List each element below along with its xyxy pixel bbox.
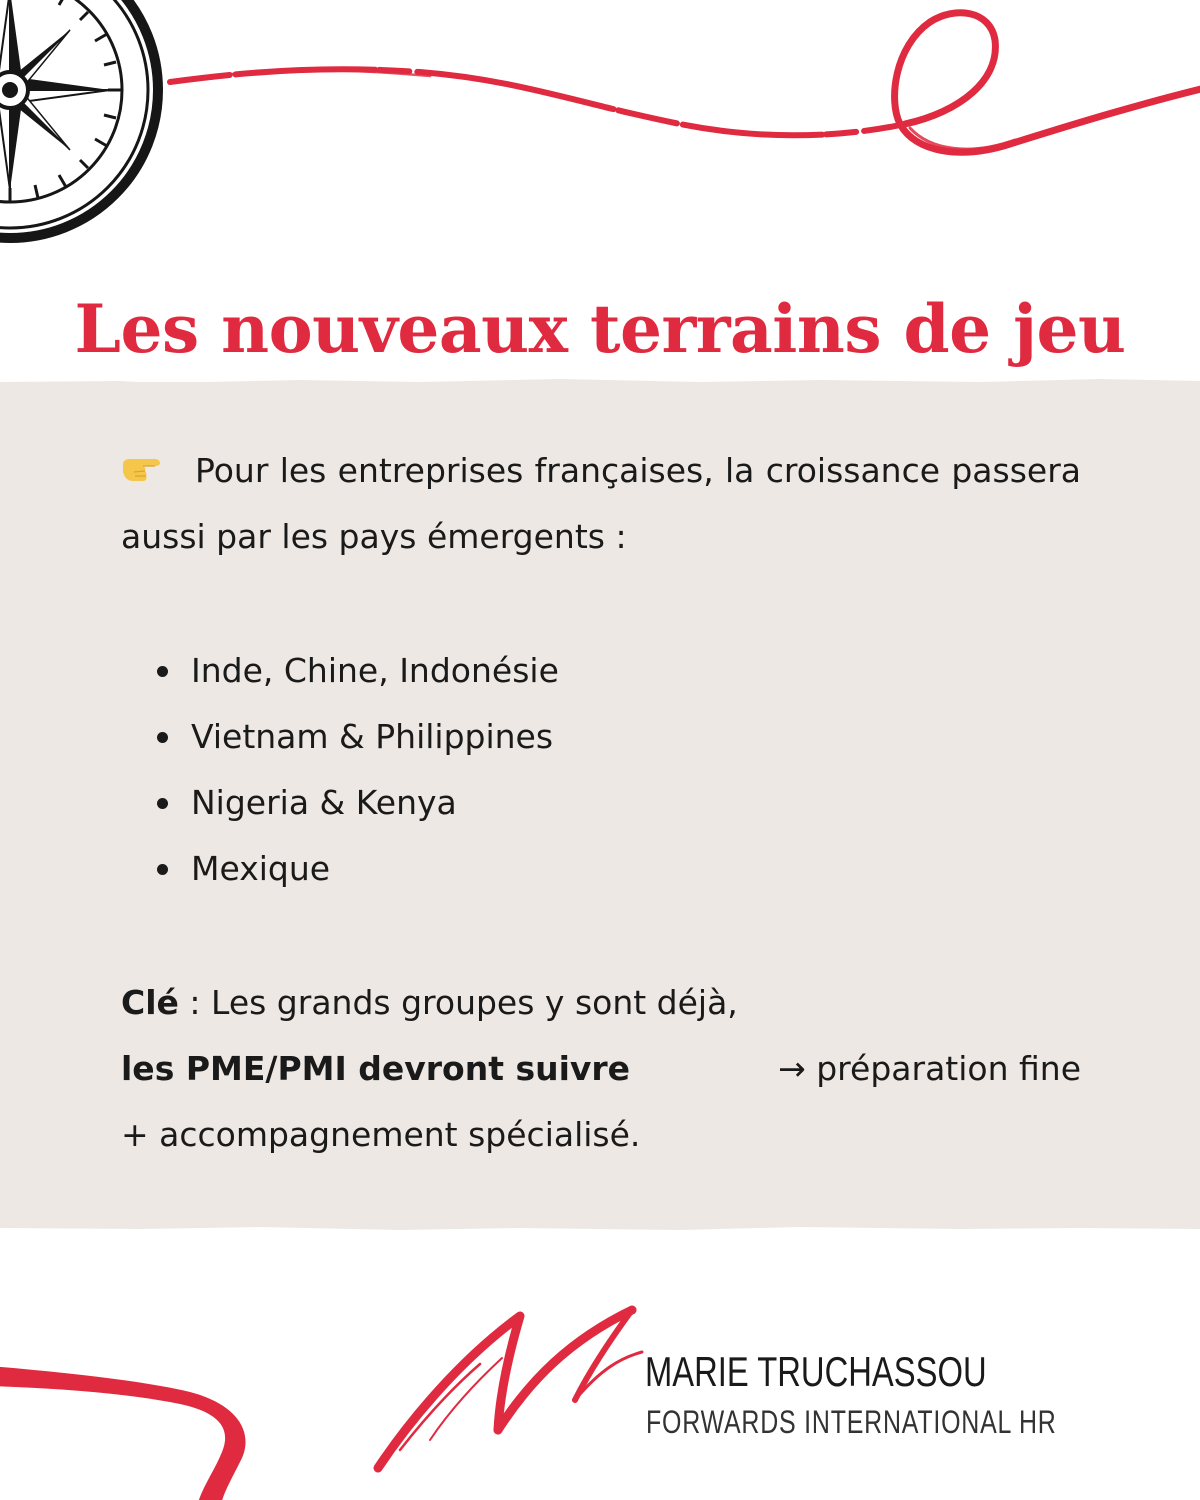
brand-logo xyxy=(370,1300,1070,1480)
list-item-text: Mexique xyxy=(191,849,331,888)
panel-rough-edge-bottom xyxy=(0,1223,1200,1233)
logo-m-icon xyxy=(370,1300,650,1480)
key-line-3: + accompagnement spécialisé. xyxy=(121,1115,641,1154)
key-line-2-text: → préparation fine xyxy=(778,1049,1081,1088)
pointing-hand-icon xyxy=(121,454,165,484)
key-paragraph xyxy=(121,970,1081,1168)
bullet-icon xyxy=(157,666,168,677)
key-line-2-bold: les PME/PMI devront suivre xyxy=(121,1049,631,1088)
bullet-icon xyxy=(157,798,168,809)
panel-rough-edge-top xyxy=(0,376,1200,386)
list-item xyxy=(121,770,1081,836)
intro-paragraph xyxy=(121,438,1081,570)
list-item xyxy=(121,836,1081,902)
list-item-text: Vietnam & Philippines xyxy=(191,717,554,756)
list-item xyxy=(121,638,1081,704)
intro-text: Pour les entreprises françaises, la croissance passera aussi par les pays émergents : xyxy=(121,451,1081,556)
list-item-text: Nigeria & Kenya xyxy=(191,783,457,822)
list-item xyxy=(121,704,1081,770)
compass-icon xyxy=(0,0,158,238)
key-line-1-text: : Les grands groupes y sont déjà, xyxy=(178,983,738,1022)
key-line-1 xyxy=(121,970,1081,1036)
countries-list xyxy=(121,638,1081,902)
bullet-icon xyxy=(157,864,168,875)
content xyxy=(121,438,1081,1168)
page-title: Les nouveaux terrains de jeu xyxy=(74,290,1126,368)
brand-name: MARIE TRUCHASSOU xyxy=(645,1348,987,1395)
bullet-icon xyxy=(157,732,168,743)
list-item-text: Inde, Chine, Indonésie xyxy=(191,651,559,690)
key-line-2 xyxy=(121,1036,1081,1102)
key-label: Clé xyxy=(121,983,179,1022)
brand-tagline: FORWARDS INTERNATIONAL HR xyxy=(646,1404,1057,1440)
red-brush-stroke-top xyxy=(170,13,1200,152)
red-brush-stroke-bottom xyxy=(0,1366,246,1500)
